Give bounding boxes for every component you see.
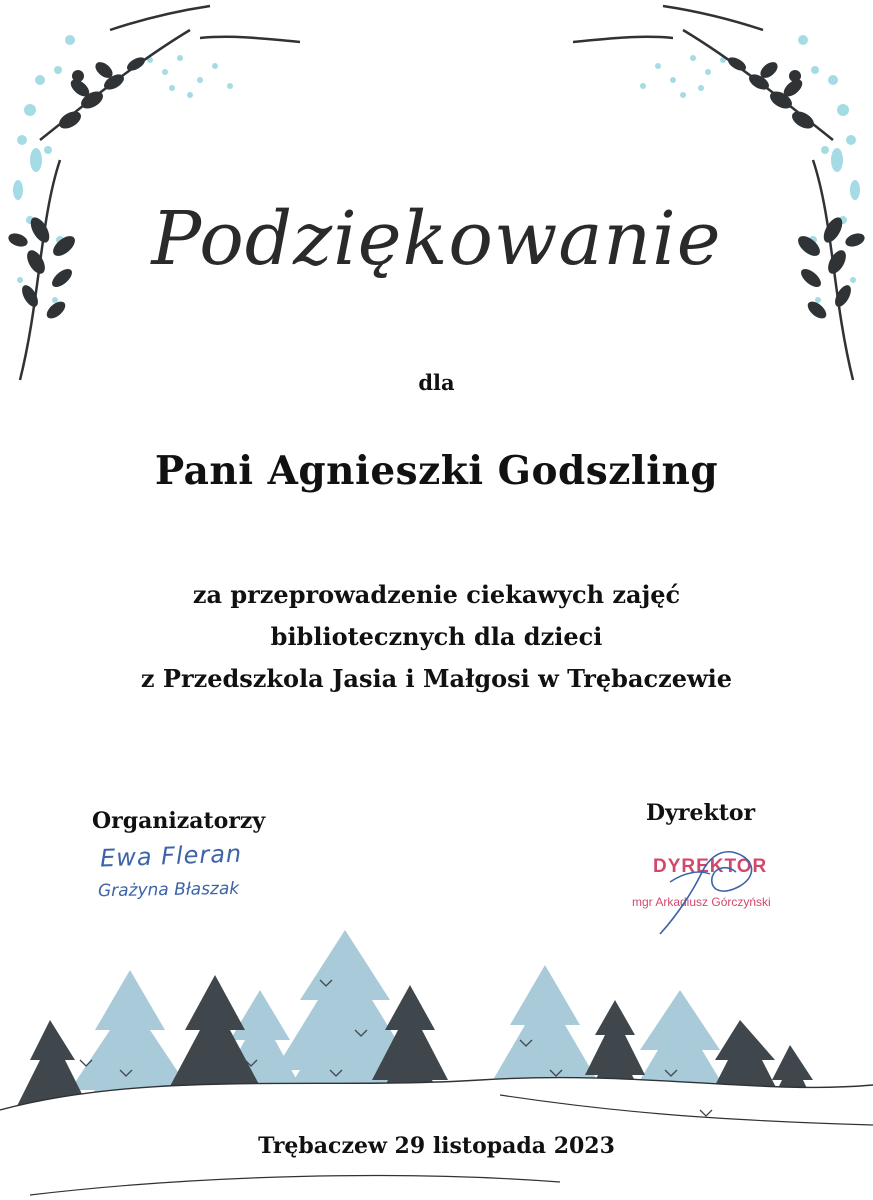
reason-line: z Przedszkola Jasia i Małgosi w Trębaczewie [140, 664, 733, 693]
floral-branch-left-decoration [0, 0, 310, 390]
director-stamp-title: DYREKTOR [653, 856, 768, 877]
organizers-label: Organizatorzy [92, 808, 266, 834]
recipient-name: Pani Agnieszki Godszling [154, 448, 719, 494]
preposition-text: dla [418, 370, 455, 395]
director-label: Dyrektor [646, 800, 756, 826]
reason-text [0, 574, 873, 700]
reason-line: za przeprowadzenie ciekawych zajęć [192, 580, 681, 609]
place-and-date: Trębaczew 29 listopada 2023 [258, 1133, 615, 1159]
certificate-title: Podziękowanie [151, 196, 722, 282]
organizer-signature: Ewa Fleran [99, 839, 243, 873]
floral-branch-right-decoration [563, 0, 873, 390]
director-stamp-name: mgr Arkadiusz Górczyński [632, 895, 771, 909]
organizer-signature: Grażyna Błaszak [97, 878, 240, 902]
reason-line: bibliotecznych dla dzieci [270, 622, 603, 651]
